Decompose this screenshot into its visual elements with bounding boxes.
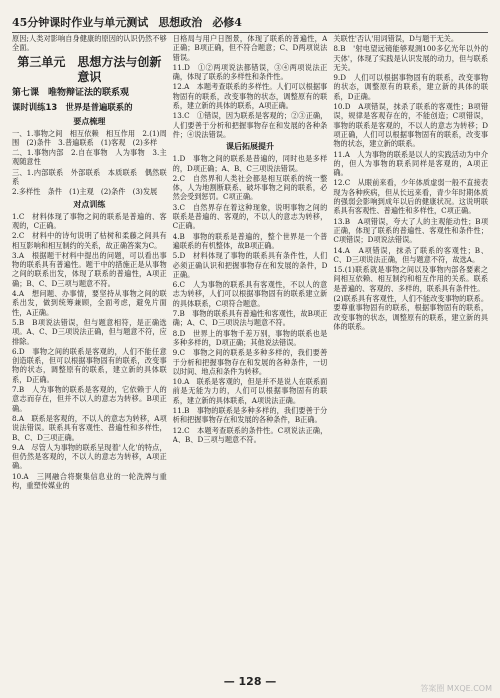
answer-paragraph: 2.多样性 条件 (1)主观 (2)条件 (3)发展 bbox=[12, 187, 158, 197]
answer-paragraph: 10.A 三网融合将聚集信息业的一轮洗牌与重构，重塑传媒业的 bbox=[12, 471, 167, 490]
subject-label: 思想政治 bbox=[158, 16, 203, 29]
section-heading: 对点训练 bbox=[73, 199, 106, 209]
chapter-title: 第七课 唯物辩证法的联系观 bbox=[12, 87, 130, 98]
answer-paragraph: 7.B 人为事物的联系是客观的，它依赖于人的意志而存在，但并不以人的意志为转移。B项正确。 bbox=[12, 385, 167, 413]
answer-paragraph: 5.B B项说法错误，但与题意相符，是正确选项。A、C、D三项说法正确，但与题意不符，应排除。 bbox=[12, 317, 167, 346]
key-points-heading: 要点梳理 bbox=[73, 116, 106, 126]
answer-paragraph: 8.D 世界上的事物千差万别，事物的联系也是多种多样的，D项正确；其他说法错误。 bbox=[172, 328, 328, 347]
answer-paragraph: 日格局与用户日图景，体现了联系的普遍性，A正确；B项正确，但不符合题意；C、D两项说法错误。 bbox=[172, 34, 328, 62]
answer-paragraph: 9.D 人们可以根据事物固有的联系，改变事物的状态，调整原有的联系，建立新的具体的联系，D正确。 bbox=[333, 73, 489, 101]
watermark: 答案圈 MXQE.COM bbox=[420, 684, 492, 693]
answer-paragraph: 11.A 人为事物的联系是以人的实践活动为中介的，但人为事物的联系同样是客观的，A项正确。 bbox=[333, 149, 489, 178]
answer-paragraph: 2.C 自然界和人类社会都是相互联系的统一整体，人为地割断联系、破坏事物之间的联系，必然会受到惩罚。C项正确。 bbox=[172, 173, 328, 202]
answer-paragraph: 3.C 自然界存在着这种现象，说明事物之间的联系是普遍的、客观的，不以人的意志为转移，C正确。 bbox=[172, 202, 328, 231]
answer-paragraph: 10.D A项错误，抹杀了联系的客观性；B项错误，规律是客观存在的，不能创造；C项错误，事物的联系是客观的，不以人的意志为转移；D项正确，人们可以根据事物固有的联系，改变事物的状态，建立新的联系。 bbox=[333, 102, 489, 149]
answer-paragraph: 三、1.内部联系 外部联系 本质联系 偶然联系 bbox=[12, 167, 167, 187]
page-number: — 128 — bbox=[223, 675, 277, 688]
section-heading: 课后拓展提升 bbox=[226, 142, 274, 152]
answer-paragraph: 5.D 材料体现了事物的联系具有条件性，人们必须正确认识和把握事物存在和发展的条件，D正确。 bbox=[172, 251, 328, 279]
column-2 bbox=[173, 34, 328, 670]
answer-paragraph: 15.(1)联系就是事物之间以及事物内部各要素之间相互依赖、相互制约和相互作用的关系。联系是普遍的、客观的、多样的，联系具有条件性。 bbox=[333, 265, 489, 293]
answer-paragraph: 二、1.事物内部 2.自在事物 人为事物 3.主观随意性 bbox=[12, 148, 167, 167]
content-columns bbox=[12, 34, 488, 670]
answer-paragraph: 4.B 事物的联系是普遍的，整个世界是一个普遍联系的有机整体，故B项正确。 bbox=[172, 231, 328, 250]
answer-paragraph: 12.A 本题考查联系的多样性。人们可以根据事物固有的联系，改变事物的状态，调整原有的联系，建立新的具体的联系，A项正确。 bbox=[172, 82, 328, 111]
book-title: 45分钟课时作业与单元测试 bbox=[12, 16, 149, 29]
answer-paragraph: 4.A 想问题、办事情，要坚持从事物之间的联系出发，做到统筹兼顾，全面考虑，避免片面性，A正确。 bbox=[12, 289, 167, 317]
answer-paragraph: 11.B 事物的联系是多种多样的，我们要善于分析和把握事物存在和发展的各种条件，B正确。 bbox=[172, 405, 328, 425]
answer-paragraph: 14.A A项错误，抹杀了联系的客观性；B、C、D三项说法正确，但与题意不符，故选A。 bbox=[333, 245, 489, 264]
answer-paragraph: 9.C 事物之间的联系是多种多样的，我们要善于分析和把握事物存在和发展的各种条件，一切以时间、地点和条件为转移。 bbox=[172, 348, 328, 376]
lesson-title: 课时训练13 世界是普遍联系的 bbox=[12, 101, 133, 112]
answer-paragraph: 11.D ①②两项说法都错误，③④两项说法正确，体现了联系的多样性和条件性。 bbox=[172, 62, 328, 82]
answer-paragraph: (2)联系具有客观性，人们不能改变事物的联系。要尊重事物固有的联系，根据事物固有的联系，改变事物的状态，调整原有的联系，建立新的具体的联系。 bbox=[333, 294, 489, 331]
answer-paragraph: 9.A 尽管人为事物的联系呈现着'人化'的特点，但仍然是客观的，不以人的意志为转移，A项正确。 bbox=[12, 442, 167, 471]
intro-text: 原因;人类对影响自身健康的原因的认识仍然不够全面。 bbox=[12, 34, 167, 53]
answer-paragraph: 3.A 根据题干材料中提出的问题，可以看出事物的联系具有普遍性。题干中的措施正是从事物之间的联系出发，体现了联系的普遍性，A项正确；B、C、D三项与题意不符。 bbox=[12, 250, 167, 288]
volume-label: 必修4 bbox=[212, 16, 242, 29]
answer-paragraph: 13.B A项错误，夸大了人的主观能动性；B项正确，体现了联系的普遍性、客观性和条件性；C项错误；D项说法错误。 bbox=[333, 216, 489, 245]
answer-paragraph: 1.D 事物之间的联系是普遍的，同时也是多样的，D项正确；A、B、C三项说法错误。 bbox=[172, 154, 328, 173]
answer-paragraph: 6.C 人为事物的联系具有客观性，不以人的意志为转移，人们可以根据事物固有的联系建立新的具体联系，C项符合题意。 bbox=[172, 280, 328, 308]
answer-paragraph: 6.D 事物之间的联系是客观的，人们不能任意创造联系，但可以根据事物固有的联系，改变事物的状态，调整原有的联系，建立新的具体联系，D正确。 bbox=[12, 346, 167, 384]
column-1-body bbox=[12, 129, 167, 491]
column-3-body bbox=[333, 34, 488, 331]
answer-paragraph: 8.B '射电望远镜能够观测100多亿光年以外的天体'，体现了实践是认识发展的动力，但与联系无关。 bbox=[333, 44, 489, 72]
unit-title: 第三单元 思想方法与创新意识 bbox=[17, 54, 162, 84]
answer-paragraph: 关联性'否认'用词错误，D与题干无关。 bbox=[333, 34, 459, 43]
answer-paragraph: 一、1.事物之间 相互依赖 相互作用 2.(1)周围 (2)条件 3.普遍联系 (1)客观 (2)多样 bbox=[12, 128, 167, 147]
answer-paragraph: 12.C 从眼前来看，少年体质虚弱一般不直接表现为各种疾病，但从长远来看，青少年时期体质的强弱会影响到成年以后的健康状况。这说明联系具有客观性、普遍性和多样性，C项正确。 bbox=[333, 178, 489, 216]
answer-paragraph: 10.A 联系是客观的，但是并不是说人在联系面前是无能为力的，人们可以根据事物固有的联系，建立新的具体联系，A项说法正确。 bbox=[172, 377, 328, 405]
column-1 bbox=[12, 34, 167, 670]
column-3 bbox=[333, 34, 488, 670]
column-2-body bbox=[173, 34, 328, 444]
answer-paragraph: 2.C 材料中的诗句说明了枯树和柔藤之间具有相互影响和相互制约的关系，故正确答案为C。 bbox=[12, 231, 167, 250]
answer-paragraph: 7.B 事物的联系具有普遍性和客观性，故B项正确；A、C、D三项说法与题意不符。 bbox=[172, 309, 328, 328]
page-header bbox=[12, 6, 488, 33]
answer-paragraph: 12.C 本题考查联系的条件性。C项说法正确，A、B、D三项与题意不符。 bbox=[172, 425, 328, 444]
answer-paragraph: 8.A 联系是客观的，不以人的意志为转移，A项说法错误。联系具有客观性、普遍性和多样性，B、C、D三项正确。 bbox=[12, 413, 167, 442]
answer-paragraph: 1.C 材料体现了事物之间的联系是普遍的、客观的，C正确。 bbox=[12, 211, 167, 230]
answer-paragraph: 13.C ①错误，因为联系是客观的；②③正确，人们要善于分析和把握事物存在和发展的各种条件；④说法错误。 bbox=[172, 111, 328, 139]
